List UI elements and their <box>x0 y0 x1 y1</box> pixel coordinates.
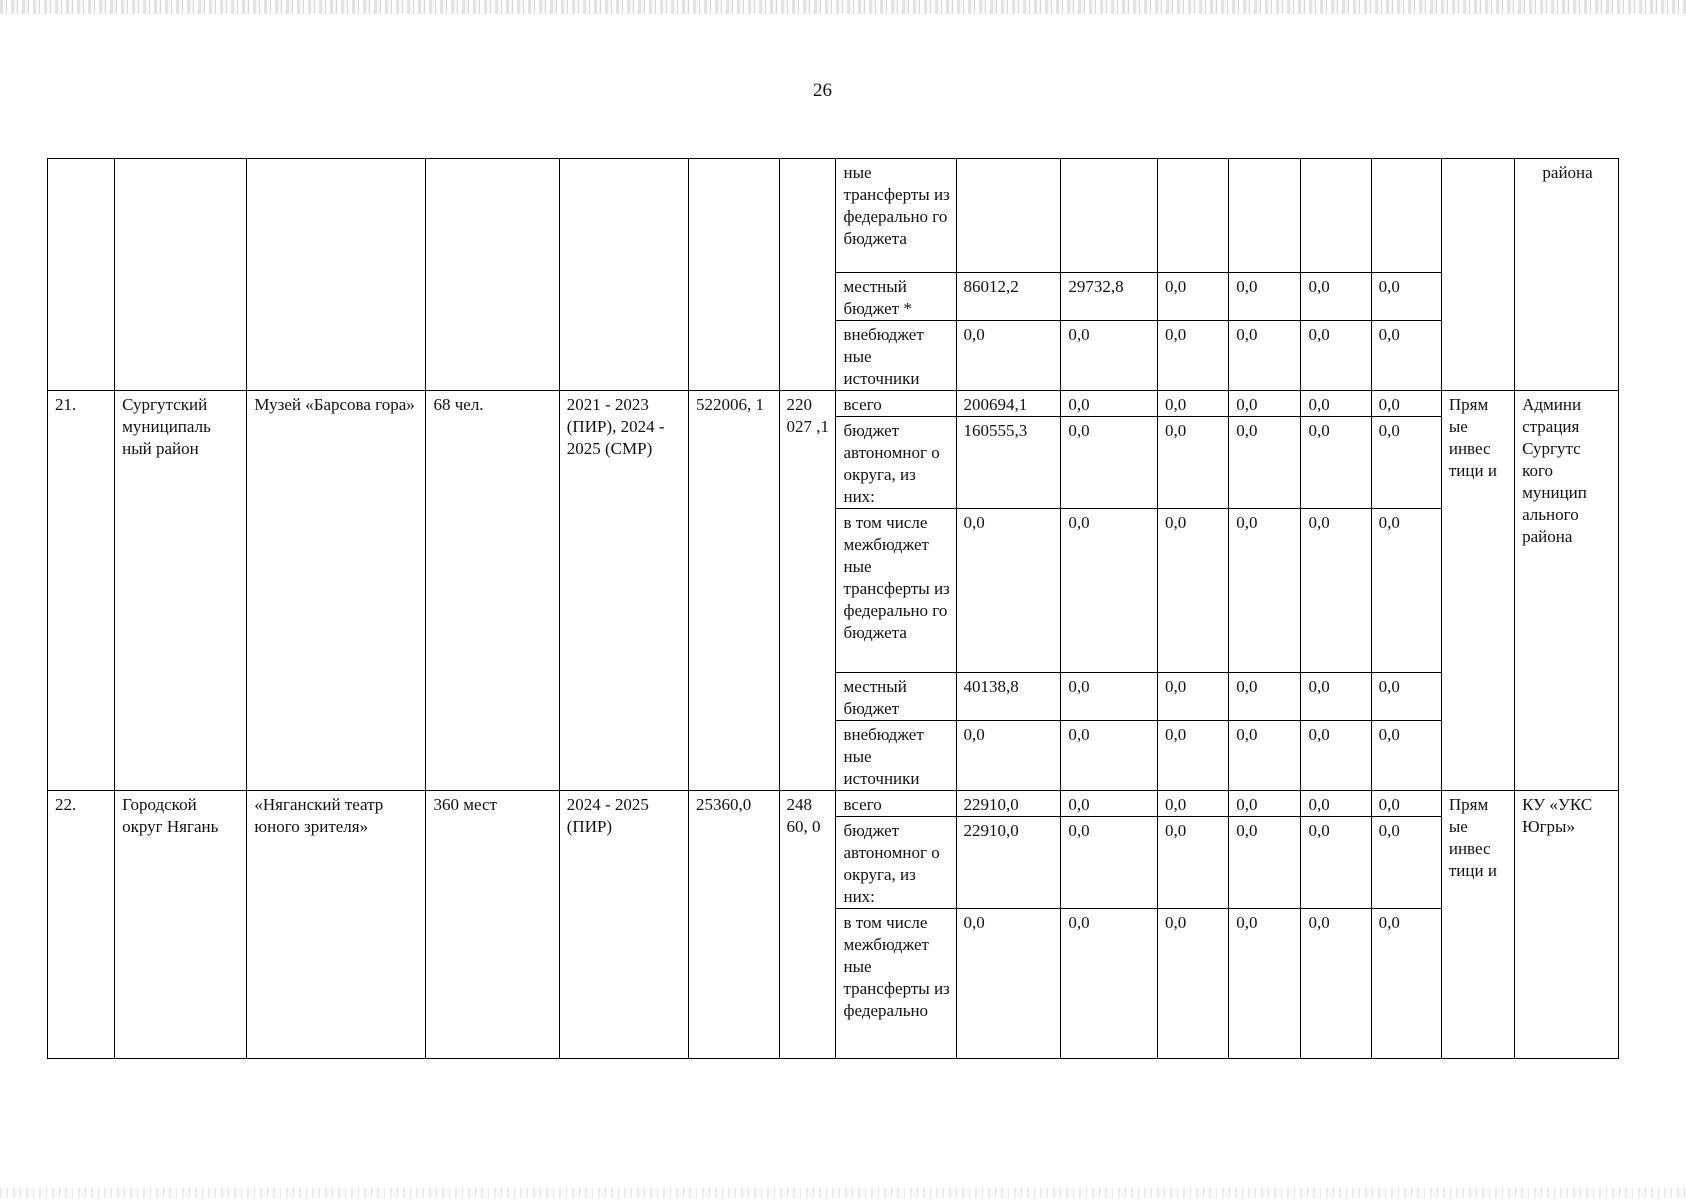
cell-cost: 25360,0 <box>688 791 779 1059</box>
cell-form: Прям ые инвес тици и <box>1441 791 1514 1059</box>
cell-value: 0,0 <box>956 321 1061 391</box>
table-row <box>48 159 1619 273</box>
cell-remaining: 248 60, 0 <box>779 791 836 1059</box>
cell-responsible: Админи страция Сургутс кого муницип ального района <box>1515 391 1619 791</box>
cell-value: 0,0 <box>1229 273 1301 321</box>
cell-responsible: района <box>1515 159 1619 391</box>
cell-value: 0,0 <box>1301 673 1371 721</box>
cell-value: 0,0 <box>1061 417 1158 509</box>
cell-value: 0,0 <box>1371 817 1441 909</box>
cell-value: 0,0 <box>1158 417 1229 509</box>
cell-object <box>247 159 426 391</box>
cell-value: 0,0 <box>1229 509 1301 673</box>
scan-edge-bottom <box>0 1188 1686 1198</box>
cell-value: 0,0 <box>1301 391 1371 417</box>
cell-value: 0,0 <box>1229 417 1301 509</box>
cell-value: 0,0 <box>1371 391 1441 417</box>
cell-value: 0,0 <box>1301 909 1371 1059</box>
cell-no: 21. <box>48 391 115 791</box>
cell-value <box>1371 159 1441 273</box>
cell-value: 0,0 <box>1301 817 1371 909</box>
cell-value: 86012,2 <box>956 273 1061 321</box>
cell-value: 0,0 <box>1061 791 1158 817</box>
cell-value: 0,0 <box>1158 509 1229 673</box>
cell-value: 0,0 <box>1158 909 1229 1059</box>
cell-value: 0,0 <box>1158 273 1229 321</box>
cell-source: внебюджет ные источники <box>836 721 956 791</box>
cell-source: бюджет автономног о округа, из них: <box>836 817 956 909</box>
cell-value: 0,0 <box>1061 673 1158 721</box>
cell-value: 22910,0 <box>956 817 1061 909</box>
cell-responsible: КУ «УКС Югры» <box>1515 791 1619 1059</box>
cell-value: 160555,3 <box>956 417 1061 509</box>
cell-value: 0,0 <box>1229 321 1301 391</box>
cell-value: 0,0 <box>1158 721 1229 791</box>
cell-value: 0,0 <box>1371 791 1441 817</box>
cell-value <box>1229 159 1301 273</box>
cell-municipality: Городской округ Нягань <box>115 791 247 1059</box>
cell-value: 0,0 <box>1371 909 1441 1059</box>
cell-value <box>1061 159 1158 273</box>
cell-remaining: 220 027 ,1 <box>779 391 836 791</box>
cell-source: местный бюджет <box>836 673 956 721</box>
cell-value: 0,0 <box>1371 273 1441 321</box>
cell-source: ные трансферты из федерально го бюджета <box>836 159 956 273</box>
cell-value: 0,0 <box>1158 817 1229 909</box>
cell-value: 29732,8 <box>1061 273 1158 321</box>
cell-source: бюджет автономног о округа, из них: <box>836 417 956 509</box>
cell-value: 0,0 <box>1371 417 1441 509</box>
cell-value: 0,0 <box>1371 509 1441 673</box>
cell-value: 0,0 <box>1158 391 1229 417</box>
cell-capacity <box>426 159 559 391</box>
cell-value: 0,0 <box>1301 273 1371 321</box>
cell-value: 0,0 <box>956 909 1061 1059</box>
cell-value: 0,0 <box>1158 791 1229 817</box>
cell-period <box>559 159 688 391</box>
cell-value: 0,0 <box>1301 417 1371 509</box>
cell-value: 0,0 <box>1229 909 1301 1059</box>
cell-cost: 522006, 1 <box>688 391 779 791</box>
cell-remaining <box>779 159 836 391</box>
cell-value: 0,0 <box>1229 721 1301 791</box>
cell-source: местный бюджет * <box>836 273 956 321</box>
cell-cost <box>688 159 779 391</box>
cell-value: 0,0 <box>956 721 1061 791</box>
cell-capacity: 360 мест <box>426 791 559 1059</box>
cell-value: 0,0 <box>1061 391 1158 417</box>
cell-no <box>48 159 115 391</box>
investment-table <box>47 158 1619 1059</box>
cell-value: 0,0 <box>1061 909 1158 1059</box>
cell-value: 0,0 <box>1061 721 1158 791</box>
cell-value: 0,0 <box>1371 673 1441 721</box>
cell-value: 0,0 <box>1301 791 1371 817</box>
scan-edge-top <box>0 0 1686 14</box>
cell-object: Музей «Барсова гора» <box>247 391 426 791</box>
cell-value: 0,0 <box>1158 321 1229 391</box>
cell-value: 0,0 <box>1301 509 1371 673</box>
table-row <box>48 791 1619 817</box>
cell-value: 200694,1 <box>956 391 1061 417</box>
cell-value: 0,0 <box>1229 817 1301 909</box>
cell-object: «Няганский театр юного зрителя» <box>247 791 426 1059</box>
cell-value <box>956 159 1061 273</box>
cell-value: 0,0 <box>1229 791 1301 817</box>
page-number: 26 <box>813 80 832 101</box>
cell-period: 2021 - 2023 (ПИР), 2024 - 2025 (СМР) <box>559 391 688 791</box>
cell-value <box>1158 159 1229 273</box>
cell-value: 0,0 <box>1371 321 1441 391</box>
cell-value: 0,0 <box>1061 817 1158 909</box>
cell-source: в том числе межбюджет ные трансферты из федерально го бюджета <box>836 509 956 673</box>
cell-value: 0,0 <box>1158 673 1229 721</box>
cell-source: всего <box>836 391 956 417</box>
cell-value <box>1301 159 1371 273</box>
cell-value: 0,0 <box>956 509 1061 673</box>
cell-period: 2024 - 2025 (ПИР) <box>559 791 688 1059</box>
cell-value: 0,0 <box>1301 321 1371 391</box>
cell-value: 0,0 <box>1229 391 1301 417</box>
cell-value: 22910,0 <box>956 791 1061 817</box>
cell-form: Прям ые инвес тици и <box>1441 391 1514 791</box>
cell-source: в том числе межбюджет ные трансферты из федерально <box>836 909 956 1059</box>
cell-source: всего <box>836 791 956 817</box>
cell-source: внебюджет ные источники <box>836 321 956 391</box>
cell-no: 22. <box>48 791 115 1059</box>
cell-value: 0,0 <box>1301 721 1371 791</box>
cell-value: 0,0 <box>1371 721 1441 791</box>
table-row <box>48 391 1619 417</box>
cell-municipality <box>115 159 247 391</box>
cell-municipality: Сургутский муниципаль ный район <box>115 391 247 791</box>
cell-value: 0,0 <box>1229 673 1301 721</box>
cell-capacity: 68 чел. <box>426 391 559 791</box>
cell-value: 0,0 <box>1061 509 1158 673</box>
cell-value: 40138,8 <box>956 673 1061 721</box>
cell-value: 0,0 <box>1061 321 1158 391</box>
cell-form <box>1441 159 1514 391</box>
